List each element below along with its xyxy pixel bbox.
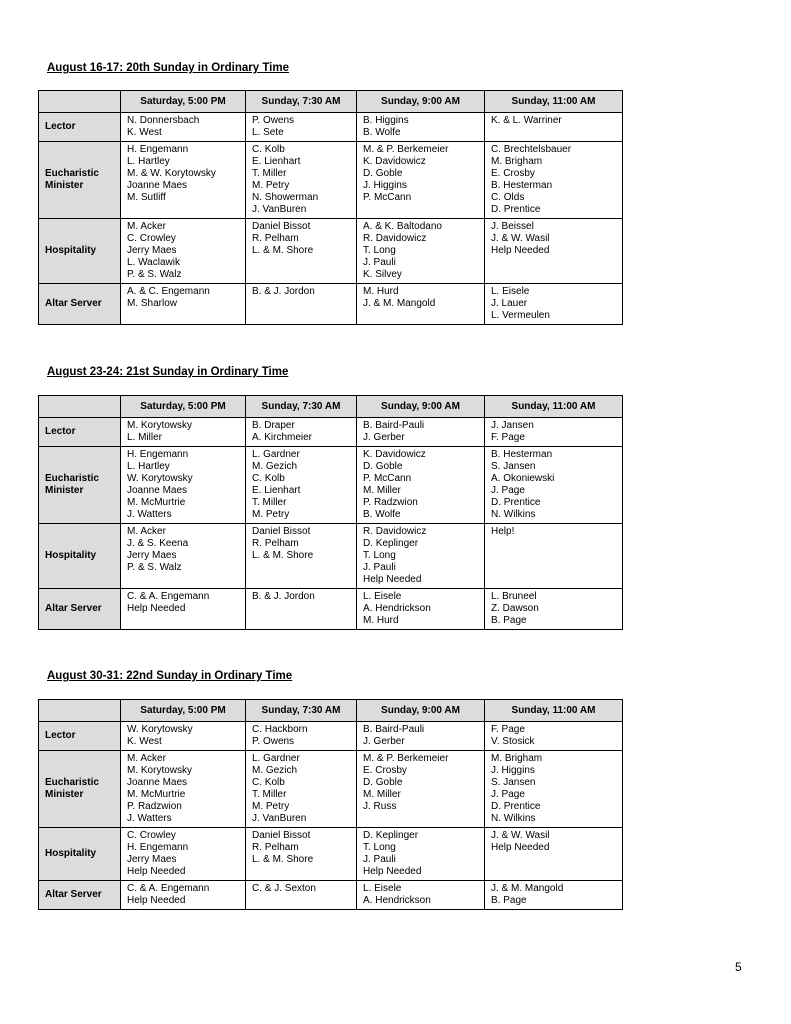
volunteer-name: B. Page [491, 895, 527, 906]
volunteer-name: T. Miller [252, 789, 287, 800]
volunteer-name: C. Olds [491, 192, 525, 203]
volunteer-name: P. Owens [252, 736, 295, 747]
volunteer-name: D. Prentice [491, 204, 541, 215]
volunteer-name: E. Crosby [491, 168, 535, 179]
schedule-cell [485, 881, 623, 910]
schedule-cell [121, 751, 246, 828]
volunteer-name: B. Wolfe [363, 509, 401, 520]
volunteer-name: Joanne Maes [127, 180, 188, 191]
volunteer-name: J. Watters [127, 509, 172, 520]
volunteer-name: J. Pauli [363, 257, 396, 268]
volunteer-name: R. Pelham [252, 538, 299, 549]
volunteer-name: L. Eisele [363, 591, 402, 602]
volunteer-name: B. Hesterman [491, 449, 553, 460]
volunteer-name: Joanne Maes [127, 485, 188, 496]
schedule-cell [121, 828, 246, 881]
volunteer-name: Help Needed [491, 245, 550, 256]
volunteer-name: B. Draper [252, 420, 295, 431]
volunteer-name: C. & A. Engemann [127, 591, 210, 602]
volunteer-name: J. Higgins [491, 765, 535, 776]
volunteer-name: L. Vermeulen [491, 310, 550, 321]
volunteer-name: B. Page [491, 615, 527, 626]
volunteer-name: J. & W. Wasil [491, 233, 550, 244]
role-label: Hospitality [39, 524, 121, 589]
volunteer-name: D. Prentice [491, 801, 541, 812]
table-row [39, 142, 623, 219]
schedule-cell [246, 113, 357, 142]
volunteer-name: P. Radzwion [363, 497, 418, 508]
volunteer-name: L. & M. Shore [252, 550, 314, 561]
volunteer-name: L. Hartley [127, 156, 170, 167]
schedule-cell [246, 828, 357, 881]
volunteer-name: M. Petry [252, 180, 290, 191]
role-label: Hospitality [39, 828, 121, 881]
volunteer-name: J. & W. Wasil [491, 830, 550, 841]
volunteer-name: Z. Dawson [491, 603, 539, 614]
volunteer-name: M. Acker [127, 221, 166, 232]
volunteer-name: P. McCann [363, 473, 412, 484]
volunteer-name: J. Higgins [363, 180, 407, 191]
volunteer-name: K. Davidowicz [363, 156, 426, 167]
volunteer-name: K. West [127, 736, 162, 747]
volunteer-name: B. & J. Jordon [252, 591, 315, 602]
volunteer-name: M. Petry [252, 801, 290, 812]
volunteer-name: D. Goble [363, 461, 403, 472]
volunteer-name: Jerry Maes [127, 854, 177, 865]
volunteer-name: M. Hurd [363, 286, 399, 297]
role-label: Hospitality [39, 219, 121, 284]
week-heading: August 23-24: 21st Sunday in Ordinary Time [47, 366, 289, 378]
role-label: Eucharistic Minister [39, 751, 121, 828]
volunteer-name: F. Page [491, 724, 525, 735]
volunteer-name: J. Jansen [491, 420, 534, 431]
volunteer-name: Help Needed [127, 895, 186, 906]
volunteer-name: C. & A. Engemann [127, 883, 210, 894]
volunteer-name: L. Waclawik [127, 257, 180, 268]
volunteer-name: A. Okoniewski [491, 473, 555, 484]
volunteer-name: J. Russ [363, 801, 397, 812]
schedule-cell [357, 447, 485, 524]
volunteer-name: J. Page [491, 789, 525, 800]
volunteer-name: J. Pauli [363, 854, 396, 865]
role-label: Lector [39, 722, 121, 751]
volunteer-name: Help Needed [127, 866, 186, 877]
header-row [39, 396, 623, 418]
schedule-cell [121, 284, 246, 325]
schedule-cell [357, 113, 485, 142]
volunteer-name: D. Goble [363, 168, 403, 179]
column-header: Saturday, 5:00 PM [121, 91, 246, 113]
volunteer-name: A. Kirchmeier [252, 432, 313, 443]
volunteer-name: A. & C. Engemann [127, 286, 210, 297]
volunteer-name: L. & M. Shore [252, 854, 314, 865]
column-header: Sunday, 7:30 AM [246, 91, 357, 113]
volunteer-name: L. Miller [127, 432, 163, 443]
volunteer-name: M. & P. Berkemeier [363, 144, 449, 155]
volunteer-name: C. & J. Sexton [252, 883, 316, 894]
schedule-cell [485, 113, 623, 142]
volunteer-name: E. Lienhart [252, 485, 301, 496]
schedule-cell [357, 828, 485, 881]
volunteer-name: Help Needed [127, 603, 186, 614]
page-number: 5 [735, 960, 742, 974]
table-row [39, 828, 623, 881]
schedule-table [38, 90, 623, 325]
header-corner [39, 700, 121, 722]
volunteer-name: C. Crowley [127, 830, 176, 841]
schedule-cell [357, 722, 485, 751]
volunteer-name: D. Prentice [491, 497, 541, 508]
volunteer-name: C. Brechtelsbauer [491, 144, 572, 155]
volunteer-name: M. Miller [363, 789, 401, 800]
volunteer-name: J. & S. Keena [127, 538, 189, 549]
column-header: Sunday, 9:00 AM [357, 700, 485, 722]
volunteer-name: Daniel Bissot [252, 526, 311, 537]
volunteer-name: H. Engemann [127, 449, 189, 460]
volunteer-name: N. Donnersbach [127, 115, 200, 126]
schedule-cell [485, 751, 623, 828]
volunteer-name: M. Acker [127, 753, 166, 764]
volunteer-name: M. McMurtrie [127, 789, 186, 800]
volunteer-name: P. Radzwion [127, 801, 182, 812]
volunteer-name: L. Gardner [252, 753, 300, 764]
schedule-cell [246, 284, 357, 325]
volunteer-name: L. Eisele [491, 286, 530, 297]
role-label: Lector [39, 418, 121, 447]
volunteer-name: T. Miller [252, 497, 287, 508]
schedule-cell [357, 881, 485, 910]
volunteer-name: H. Engemann [127, 144, 189, 155]
volunteer-name: C. Kolb [252, 777, 285, 788]
volunteer-name: K. Silvey [363, 269, 402, 280]
role-label: Eucharistic Minister [39, 142, 121, 219]
volunteer-name: N. Showerman [252, 192, 319, 203]
volunteer-name: T. Long [363, 550, 396, 561]
table-row [39, 589, 623, 630]
volunteer-name: L. Bruneel [491, 591, 537, 602]
volunteer-name: K. West [127, 127, 162, 138]
volunteer-name: M. Gezich [252, 765, 298, 776]
table-row [39, 447, 623, 524]
volunteer-name: S. Jansen [491, 461, 536, 472]
schedule-table [38, 699, 623, 910]
column-header: Sunday, 11:00 AM [485, 700, 623, 722]
schedule-cell [485, 418, 623, 447]
schedule-table [38, 395, 623, 630]
volunteer-name: R. Pelham [252, 842, 299, 853]
table-row [39, 284, 623, 325]
volunteer-name: K. Davidowicz [363, 449, 426, 460]
volunteer-name: Jerry Maes [127, 550, 177, 561]
volunteer-name: M. Petry [252, 509, 290, 520]
schedule-cell [485, 524, 623, 589]
schedule-cell [485, 447, 623, 524]
volunteer-name: P. Owens [252, 115, 295, 126]
volunteer-name: L. Sete [252, 127, 284, 138]
volunteer-name: J. Gerber [363, 736, 405, 747]
volunteer-name: C. Kolb [252, 473, 285, 484]
volunteer-name: Joanne Maes [127, 777, 188, 788]
schedule-cell [246, 524, 357, 589]
volunteer-name: D. Keplinger [363, 538, 419, 549]
header-corner [39, 396, 121, 418]
volunteer-name: M. Korytowsky [127, 765, 193, 776]
role-label: Eucharistic Minister [39, 447, 121, 524]
volunteer-name: J. Page [491, 485, 525, 496]
volunteer-name: Daniel Bissot [252, 830, 311, 841]
volunteer-name: H. Engemann [127, 842, 189, 853]
volunteer-name: B. Hesterman [491, 180, 553, 191]
schedule-cell [246, 589, 357, 630]
volunteer-name: M. & W. Korytowsky [127, 168, 216, 179]
volunteer-name: N. Wilkins [491, 813, 536, 824]
volunteer-name: J. Gerber [363, 432, 405, 443]
week-heading: August 16-17: 20th Sunday in Ordinary Time [47, 62, 289, 74]
volunteer-name: L. Gardner [252, 449, 300, 460]
column-header: Sunday, 9:00 AM [357, 91, 485, 113]
column-header: Sunday, 9:00 AM [357, 396, 485, 418]
volunteer-name: N. Wilkins [491, 509, 536, 520]
schedule-cell [485, 828, 623, 881]
volunteer-name: W. Korytowsky [127, 724, 193, 735]
volunteer-name: Help! [491, 526, 515, 537]
volunteer-name: E. Lienhart [252, 156, 301, 167]
schedule-cell [357, 142, 485, 219]
schedule-cell [121, 219, 246, 284]
volunteer-name: A. & K. Baltodano [363, 221, 442, 232]
schedule-cell [246, 447, 357, 524]
volunteer-name: W. Korytowsky [127, 473, 193, 484]
role-label: Altar Server [39, 881, 121, 910]
volunteer-name: P. & S. Walz [127, 269, 182, 280]
schedule-cell [357, 524, 485, 589]
volunteer-name: J. Beissel [491, 221, 534, 232]
volunteer-name: B. Wolfe [363, 127, 401, 138]
volunteer-name: P. & S. Walz [127, 562, 182, 573]
column-header: Saturday, 5:00 PM [121, 700, 246, 722]
volunteer-name: M. Brigham [491, 156, 543, 167]
schedule-cell [357, 751, 485, 828]
column-header: Sunday, 11:00 AM [485, 396, 623, 418]
table-row [39, 418, 623, 447]
schedule-cell [121, 418, 246, 447]
schedule-cell [121, 524, 246, 589]
volunteer-name: T. Miller [252, 168, 287, 179]
volunteer-name: K. & L. Warriner [491, 115, 562, 126]
volunteer-name: B. & J. Jordon [252, 286, 315, 297]
volunteer-name: Jerry Maes [127, 245, 177, 256]
volunteer-name: D. Goble [363, 777, 403, 788]
volunteer-name: L. Eisele [363, 883, 402, 894]
schedule-cell [485, 142, 623, 219]
volunteer-name: M. Acker [127, 526, 166, 537]
volunteer-name: M. & P. Berkemeier [363, 753, 449, 764]
volunteer-name: J. Pauli [363, 562, 396, 573]
volunteer-name: M. Hurd [363, 615, 399, 626]
volunteer-name: Help Needed [363, 866, 422, 877]
schedule-cell [246, 418, 357, 447]
volunteer-name: P. McCann [363, 192, 412, 203]
volunteer-name: B. Higgins [363, 115, 409, 126]
volunteer-name: R. Pelham [252, 233, 299, 244]
volunteer-name: S. Jansen [491, 777, 536, 788]
volunteer-name: J. VanBuren [252, 813, 307, 824]
schedule-cell [357, 418, 485, 447]
volunteer-name: M. Miller [363, 485, 401, 496]
role-label: Altar Server [39, 284, 121, 325]
volunteer-name: J. Lauer [491, 298, 528, 309]
volunteer-name: B. Baird-Pauli [363, 420, 425, 431]
schedule-cell [357, 589, 485, 630]
volunteer-name: D. Keplinger [363, 830, 419, 841]
volunteer-name: A. Hendrickson [363, 895, 431, 906]
volunteer-name: R. Davidowicz [363, 233, 427, 244]
volunteer-name: J. Watters [127, 813, 172, 824]
header-row [39, 91, 623, 113]
volunteer-name: T. Long [363, 842, 396, 853]
schedule-cell [121, 142, 246, 219]
volunteer-name: Help Needed [363, 574, 422, 585]
volunteer-name: Daniel Bissot [252, 221, 311, 232]
volunteer-name: M. Sutliff [127, 192, 166, 203]
volunteer-name: C. Crowley [127, 233, 176, 244]
volunteer-name: J. VanBuren [252, 204, 307, 215]
volunteer-name: L. & M. Shore [252, 245, 314, 256]
table-row [39, 751, 623, 828]
volunteer-name: L. Hartley [127, 461, 170, 472]
volunteer-name: M. McMurtrie [127, 497, 186, 508]
schedule-cell [485, 284, 623, 325]
schedule-cell [485, 219, 623, 284]
volunteer-name: M. Korytowsky [127, 420, 193, 431]
volunteer-name: C. Hackborn [252, 724, 308, 735]
volunteer-name: V. Stosick [491, 736, 535, 747]
header-corner [39, 91, 121, 113]
schedule-cell [357, 219, 485, 284]
week-heading: August 30-31: 22nd Sunday in Ordinary Time [47, 670, 293, 682]
schedule-cell [246, 751, 357, 828]
schedule-cell [121, 881, 246, 910]
schedule-cell [121, 447, 246, 524]
schedule-cell [246, 722, 357, 751]
schedule-cell [121, 589, 246, 630]
schedule-cell [121, 113, 246, 142]
schedule-cell [485, 589, 623, 630]
schedule-cell [246, 142, 357, 219]
schedule-cell [357, 284, 485, 325]
column-header: Sunday, 7:30 AM [246, 700, 357, 722]
table-row [39, 722, 623, 751]
column-header: Saturday, 5:00 PM [121, 396, 246, 418]
volunteer-name: F. Page [491, 432, 525, 443]
role-label: Altar Server [39, 589, 121, 630]
column-header: Sunday, 7:30 AM [246, 396, 357, 418]
role-label: Lector [39, 113, 121, 142]
header-row [39, 700, 623, 722]
volunteer-name: C. Kolb [252, 144, 285, 155]
volunteer-name: M. Sharlow [127, 298, 178, 309]
table-row [39, 881, 623, 910]
volunteer-name: T. Long [363, 245, 396, 256]
volunteer-name: A. Hendrickson [363, 603, 431, 614]
schedule-cell [485, 722, 623, 751]
volunteer-name: J. & M. Mangold [491, 883, 564, 894]
table-row [39, 524, 623, 589]
schedule-cell [246, 881, 357, 910]
volunteer-name: R. Davidowicz [363, 526, 427, 537]
volunteer-name: J. & M. Mangold [363, 298, 436, 309]
table-row [39, 219, 623, 284]
volunteer-name: E. Crosby [363, 765, 407, 776]
volunteer-name: B. Baird-Pauli [363, 724, 425, 735]
schedule-cell [246, 219, 357, 284]
column-header: Sunday, 11:00 AM [485, 91, 623, 113]
table-row [39, 113, 623, 142]
volunteer-name: M. Gezich [252, 461, 298, 472]
volunteer-name: Help Needed [491, 842, 550, 853]
volunteer-name: M. Brigham [491, 753, 543, 764]
schedule-cell [121, 722, 246, 751]
